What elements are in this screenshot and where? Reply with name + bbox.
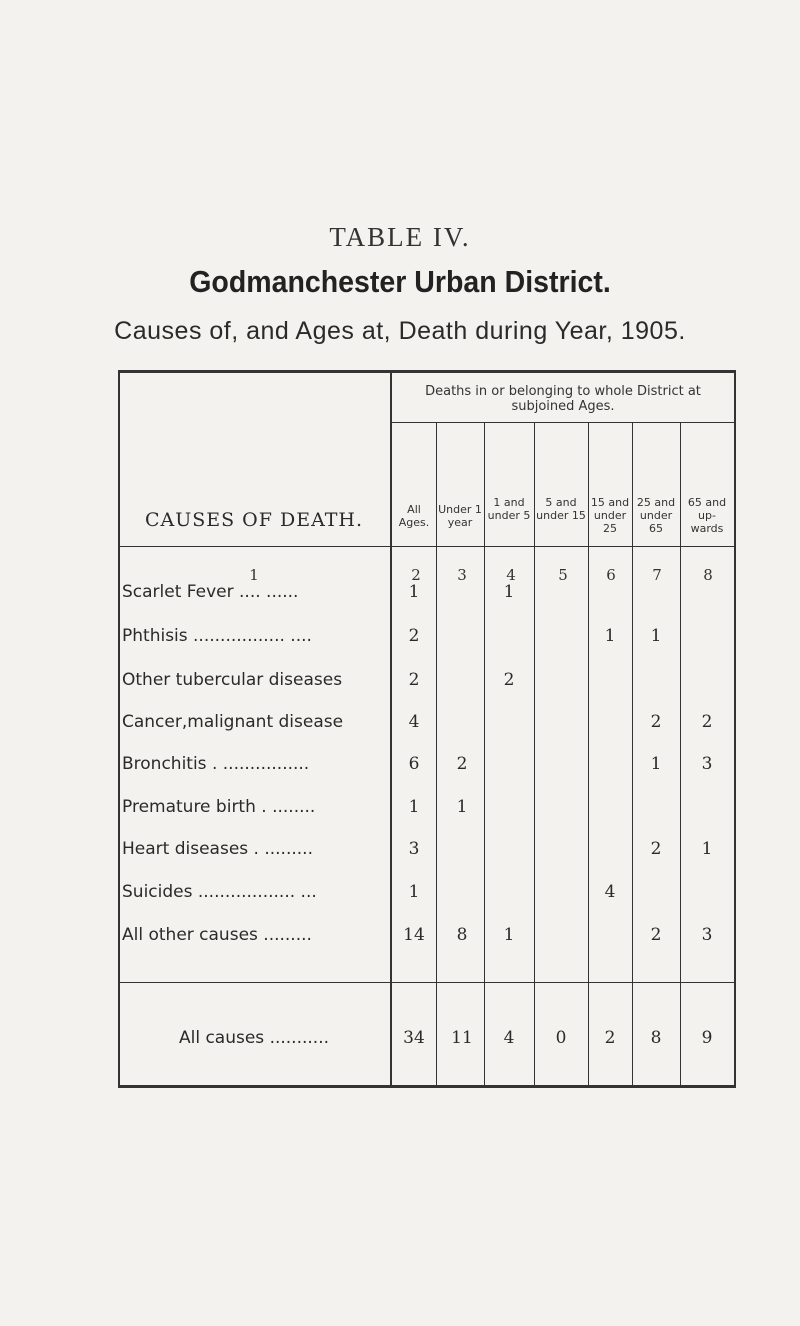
row-value: 1 — [456, 797, 468, 817]
page-title: Godmanchester Urban District. — [189, 264, 611, 299]
column-divider — [436, 422, 437, 1088]
mortality-table — [118, 370, 736, 1088]
span-header: Deaths in or belonging to whole District at subjoined Ages. — [425, 384, 701, 414]
column-number: 7 — [652, 566, 662, 584]
column-number: 5 — [558, 566, 568, 584]
cause-column-number: 1 — [249, 566, 259, 584]
cause-column-divider — [390, 370, 392, 1088]
table-bottom-rule — [118, 1085, 736, 1088]
row-value: 1 — [701, 839, 713, 859]
row-value: 2 — [701, 712, 713, 732]
column-number: 8 — [703, 566, 713, 584]
row-value: 2 — [408, 626, 420, 646]
row-cause: Suicides .................. ... — [122, 882, 317, 902]
column-header: Under 1 year — [438, 503, 482, 529]
column-header: 1 and under 5 — [487, 496, 531, 522]
total-value: 11 — [451, 1028, 473, 1048]
column-header: 25 and under 65 — [636, 496, 676, 535]
column-header: 5 and under 15 — [536, 496, 586, 522]
column-divider — [680, 422, 681, 1088]
total-separator-rule — [118, 982, 736, 983]
row-value: 2 — [408, 670, 420, 690]
row-value: 1 — [408, 882, 420, 902]
row-cause: Bronchitis . ................ — [122, 754, 310, 774]
total-row-label: All causes ........... — [178, 1028, 330, 1048]
row-cause: All other causes ......... — [122, 925, 312, 945]
total-value: 2 — [604, 1028, 616, 1048]
table-top-rule — [118, 370, 736, 373]
span-header-rule — [390, 422, 734, 423]
row-cause: Heart diseases . ......... — [122, 839, 313, 859]
row-value: 1 — [503, 582, 515, 602]
row-value: 8 — [456, 925, 468, 945]
row-value: 2 — [650, 839, 662, 859]
table-right-border — [734, 370, 736, 1088]
row-value: 2 — [650, 925, 662, 945]
row-value: 3 — [408, 839, 420, 859]
cause-header: CAUSES OF DEATH. — [144, 509, 364, 531]
row-value: 2 — [503, 670, 515, 690]
row-value: 1 — [408, 797, 420, 817]
row-value: 14 — [403, 925, 425, 945]
row-cause: Phthisis ................. .... — [122, 626, 312, 646]
total-value: 34 — [403, 1028, 425, 1048]
total-value: 8 — [650, 1028, 662, 1048]
column-divider — [534, 422, 535, 1088]
page-subtitle: Causes of, and Ages at, Death during Year, 1905. — [114, 317, 686, 345]
column-number: 3 — [457, 566, 467, 584]
column-divider — [588, 422, 589, 1088]
column-header: All Ages. — [398, 503, 430, 529]
column-number: 4 — [506, 566, 516, 584]
row-value: 3 — [701, 754, 713, 774]
row-value: 4 — [408, 712, 420, 732]
row-value: 2 — [456, 754, 468, 774]
column-divider — [484, 422, 485, 1088]
row-cause: Cancer,malignant disease — [122, 712, 344, 732]
column-header: 15 and under 25 — [590, 496, 630, 535]
row-cause: Other tubercular diseases — [122, 670, 343, 690]
row-value: 1 — [650, 626, 662, 646]
total-value: 0 — [555, 1028, 567, 1048]
row-value: 1 — [503, 925, 515, 945]
row-value: 1 — [408, 582, 420, 602]
total-value: 4 — [503, 1028, 515, 1048]
column-divider — [632, 422, 633, 1088]
row-value: 6 — [408, 754, 420, 774]
row-value: 3 — [701, 925, 713, 945]
row-cause: Premature birth . ........ — [122, 797, 316, 817]
table-left-border — [118, 370, 120, 1088]
total-value: 9 — [701, 1028, 713, 1048]
column-number: 2 — [411, 566, 421, 584]
column-header: 65 and up-wards — [687, 496, 727, 535]
row-value: 1 — [650, 754, 662, 774]
table-caption: TABLE IV. — [329, 222, 471, 252]
header-bottom-rule — [118, 546, 736, 547]
row-value: 2 — [650, 712, 662, 732]
row-value: 4 — [604, 882, 616, 902]
column-number: 6 — [606, 566, 616, 584]
row-value: 1 — [604, 626, 616, 646]
row-cause: Scarlet Fever .... ...... — [122, 582, 299, 602]
